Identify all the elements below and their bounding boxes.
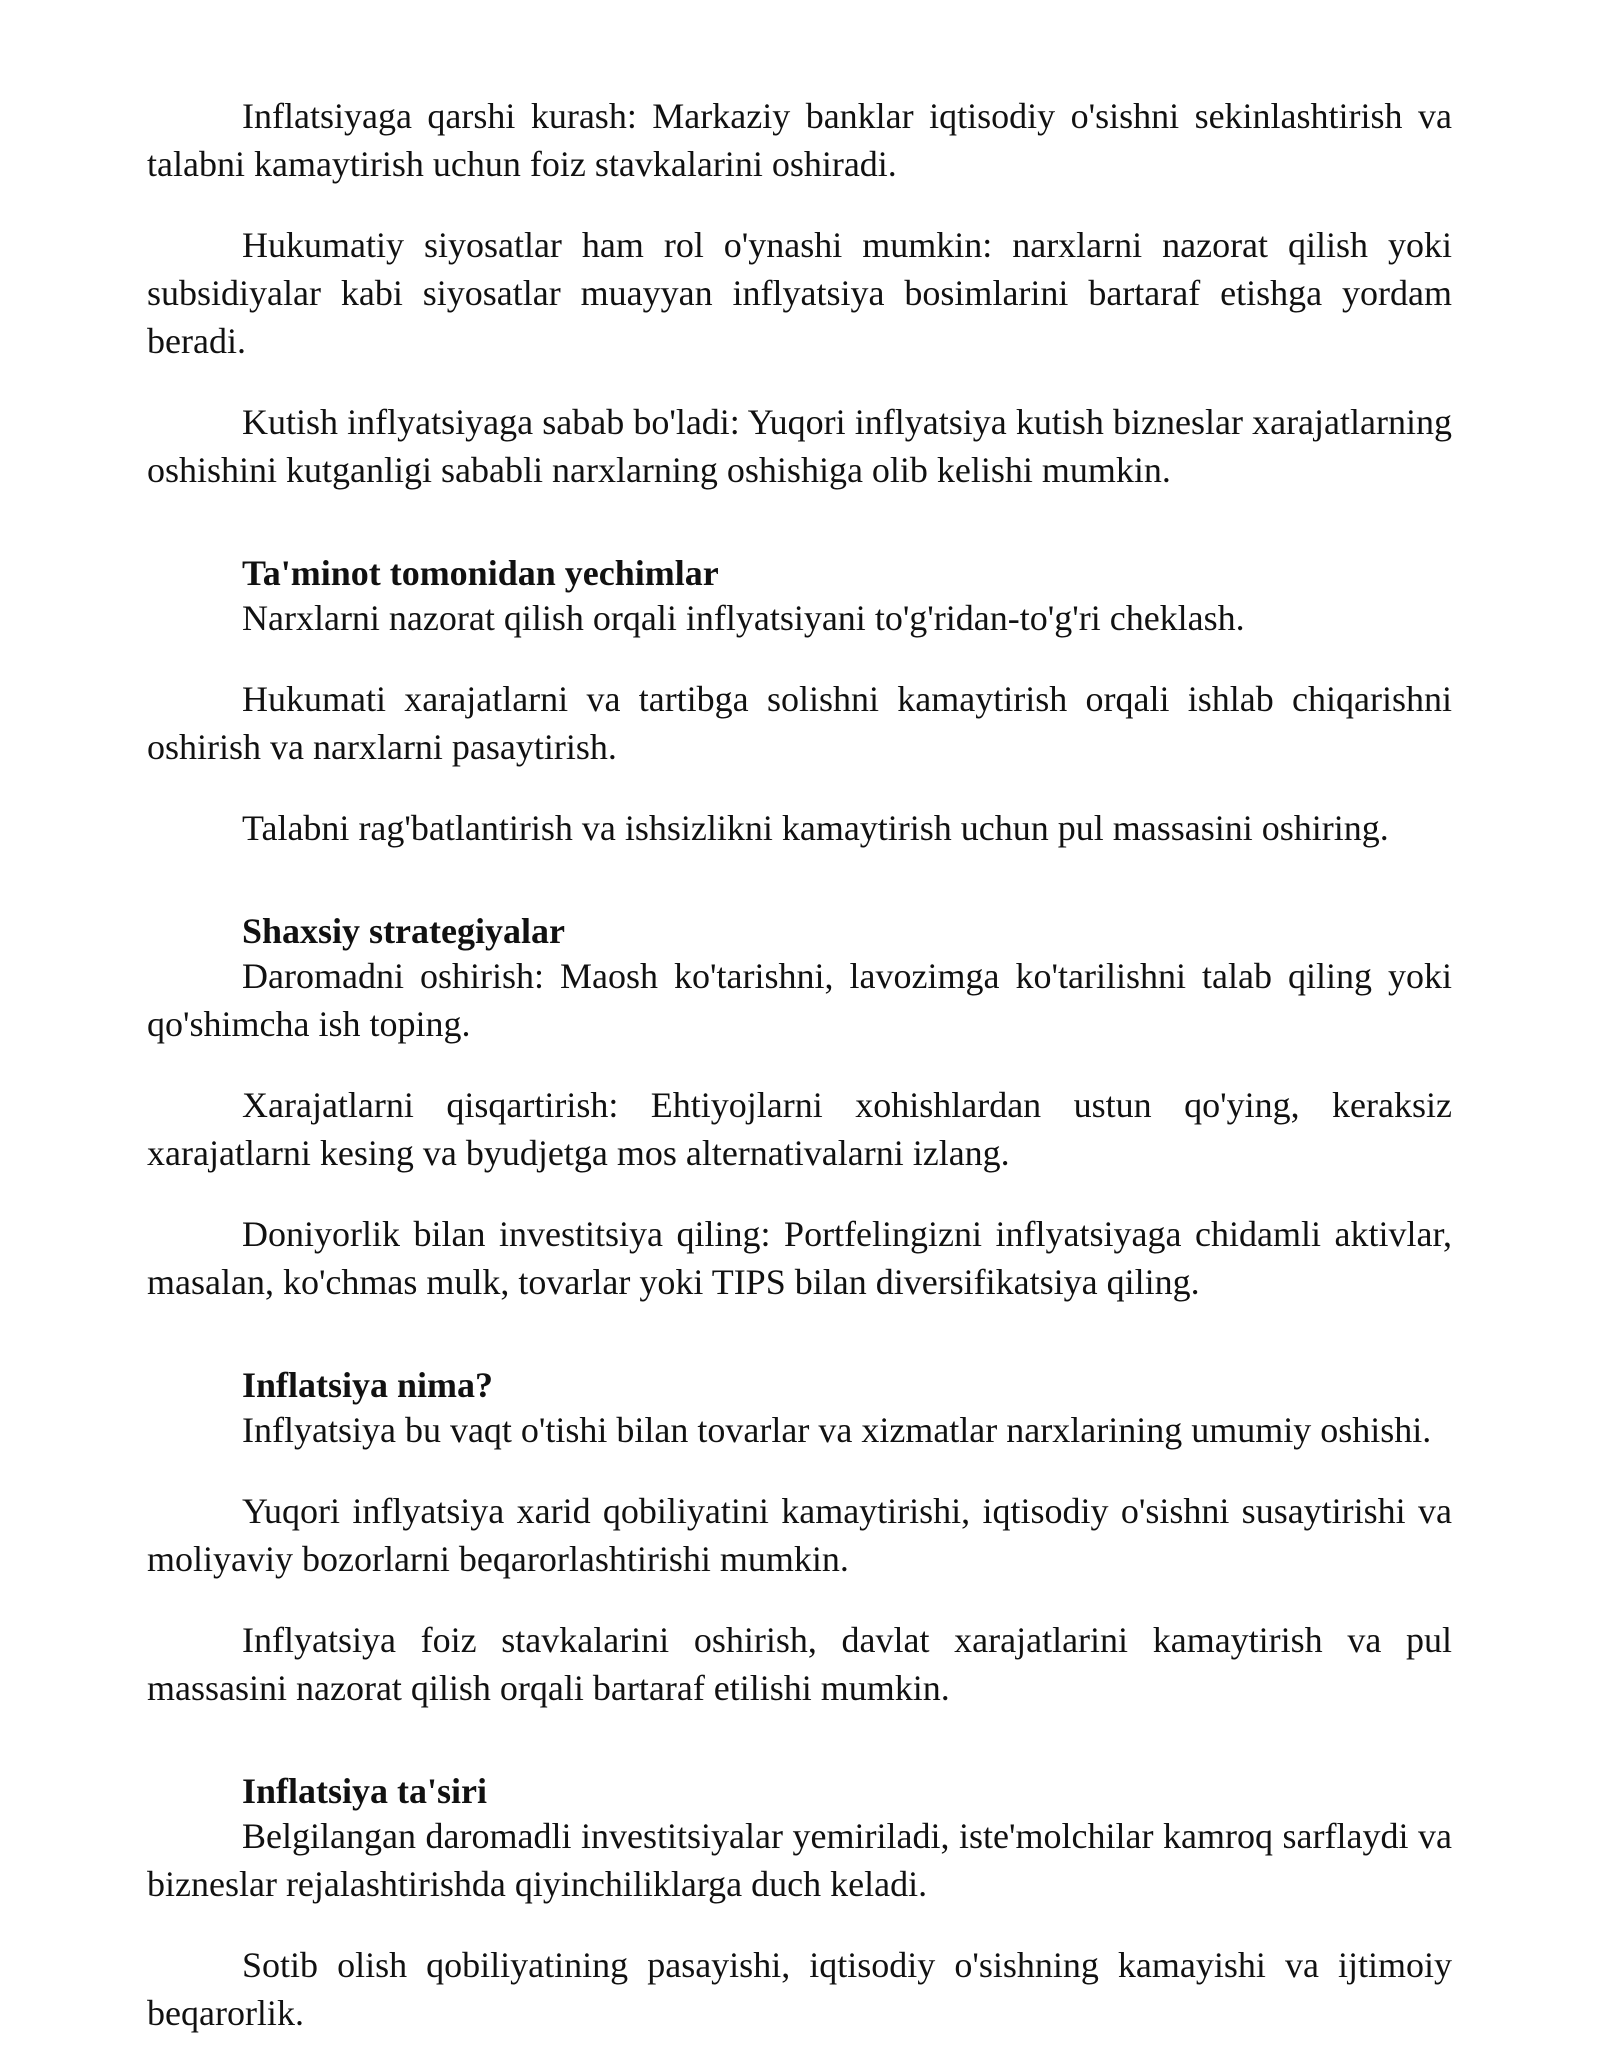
paragraph: Inflyatsiya foiz stavkalarini oshirish, davlat xarajatlarini kamaytirish va pul massasini nazorat qilish orqali bartaraf etilishi mumkin. xyxy=(147,1620,1452,1708)
section-what-is-inflation xyxy=(147,1364,1452,1712)
paragraph: Doniyorlik bilan investitsiya qiling: Portfelingizni inflyatsiyaga chidamli aktivlar, masalan, ko'chmas mulk, tovarlar yoki TIPS bilan diversifikatsiya qiling. xyxy=(147,1214,1452,1302)
document-page xyxy=(147,92,1452,2070)
paragraph: Narxlarni nazorat qilish orqali inflyatsiyani to'g'ridan-to'g'ri cheklash. xyxy=(242,598,1245,638)
section-heading: Ta'minot tomonidan yechimlar xyxy=(242,553,719,593)
paragraph: Belgilangan daromadli investitsiyalar yemiriladi, iste'molchilar kamroq sarflaydi va bizneslar rejalashtirishda qiyinchiliklarga duch keladi. xyxy=(147,1816,1452,1904)
paragraph: Daromadni oshirish: Maosh ko'tarishni, lavozimga ko'tarilishni talab qiling yoki qo'shimcha ish toping. xyxy=(147,956,1452,1044)
section-inflation-impact xyxy=(147,1770,1452,2037)
paragraph: Xarajatlarni qisqartirish: Ehtiyojlarni xohishlardan ustun qo'ying, keraksiz xarajatlarni kesing va byudjetga mos alternativalarni izlang. xyxy=(147,1085,1452,1173)
paragraph: Inflyatsiya bu vaqt o'tishi bilan tovarlar va xizmatlar narxlarining umumiy oshishi. xyxy=(242,1410,1432,1450)
intro-block xyxy=(147,92,1452,494)
section-heading: Shaxsiy strategiyalar xyxy=(242,911,565,951)
paragraph: Inflatsiyaga qarshi kurash: Markaziy banklar iqtisodiy o'sishni sekinlashtirish va talabni kamaytirish uchun foiz stavkalarini oshiradi. xyxy=(147,96,1452,184)
paragraph: Kutish inflyatsiyaga sabab bo'ladi: Yuqori inflyatsiya kutish bizneslar xarajatlarning oshishini kutganligi sababli narxlarning oshishiga olib kelishi mumkin. xyxy=(147,402,1452,490)
section-heading: Inflatsiya nima? xyxy=(242,1365,494,1405)
paragraph: Yuqori inflyatsiya xarid qobiliyatini kamaytirishi, iqtisodiy o'sishni susaytirishi va moliyaviy bozorlarni beqarorlashtirishi mumkin. xyxy=(147,1491,1452,1579)
paragraph: Talabni rag'batlantirish va ishsizlikni kamaytirish uchun pul massasini oshiring. xyxy=(242,808,1389,848)
paragraph: Hukumatiy siyosatlar ham rol o'ynashi mumkin: narxlarni nazorat qilish yoki subsidiyalar kabi siyosatlar muayyan inflyatsiya bosimlarini bartaraf etishga yordam beradi. xyxy=(147,225,1452,361)
section-supply-solutions xyxy=(147,552,1452,852)
paragraph: Hukumati xarajatlarni va tartibga solishni kamaytirish orqali ishlab chiqarishni oshirish va narxlarni pasaytirish. xyxy=(147,679,1452,767)
section-heading: Inflatsiya ta'siri xyxy=(242,1771,488,1811)
paragraph: Sotib olish qobiliyatining pasayishi, iqtisodiy o'sishning kamayishi va ijtimoiy beqarorlik. xyxy=(147,1945,1452,2033)
section-personal-strategies xyxy=(147,910,1452,1306)
